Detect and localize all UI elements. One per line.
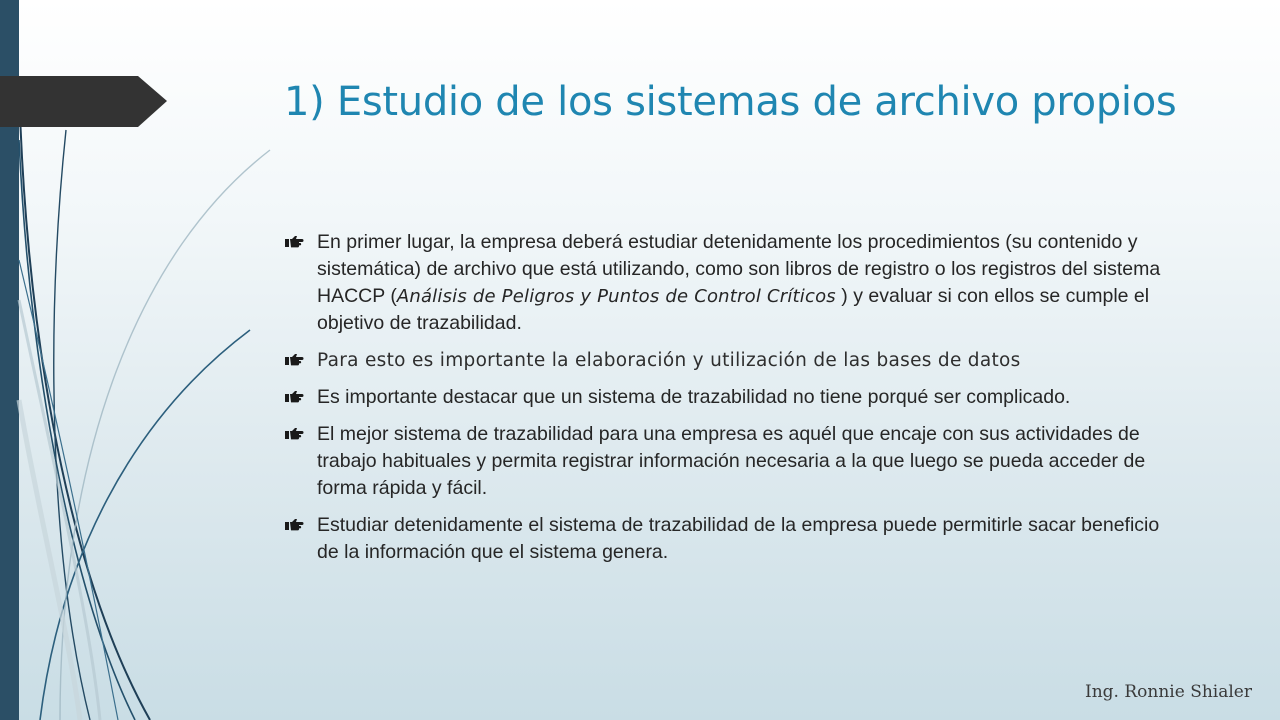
bullet-item-4 [284, 421, 1184, 502]
slide-title: 1) Estudio de los sistemas de archivo propios [284, 79, 1177, 125]
bullet-text-1b: ) y evaluar si con ellos se cumple el objetivo de trazabilidad. [317, 285, 1150, 334]
hand-pointing-right-icon [284, 235, 304, 249]
bullet-item-1 [284, 229, 1184, 337]
bullet-text-3: Es importante destacar que un sistema de trazabilidad no tiene porqué ser complicado. [317, 386, 1071, 408]
hand-pointing-right-icon [284, 518, 304, 532]
bullet-text-1-emphasis: Análisis de Peligros y Puntos de Control Críticos [396, 286, 836, 307]
bullet-text-2: Para esto es importante la elaboración y utilización de las bases de datos [317, 350, 1021, 371]
hand-pointing-right-icon [284, 390, 304, 404]
bullet-item-2 [284, 347, 1184, 374]
hand-pointing-right-icon [284, 353, 304, 367]
hand-pointing-right-icon [284, 427, 304, 441]
title-tab-shape [0, 0, 170, 128]
author-footer: Ing. Ronnie Shialer [1085, 682, 1252, 702]
bullet-list [284, 229, 1184, 576]
bullet-text-5: Estudiar detenidamente el sistema de trazabilidad de la empresa puede permitirle sacar beneficio de la información que el sistema genera. [317, 514, 1160, 563]
bullet-item-3 [284, 384, 1184, 411]
bullet-text-1a: En primer lugar, la empresa deberá estudiar detenidamente los procedimientos (su contenido y sistemática) de archivo que está utilizando, como son libros de registro o los registros del sistema HACCP ( [317, 231, 1161, 307]
bullet-text-4: El mejor sistema de trazabilidad para una empresa es aquél que encaje con sus actividades de trabajo habituales y permita registrar información necesaria a la que luego se pueda acceder de forma rápida y fácil. [317, 423, 1146, 499]
bullet-item-5 [284, 512, 1184, 566]
